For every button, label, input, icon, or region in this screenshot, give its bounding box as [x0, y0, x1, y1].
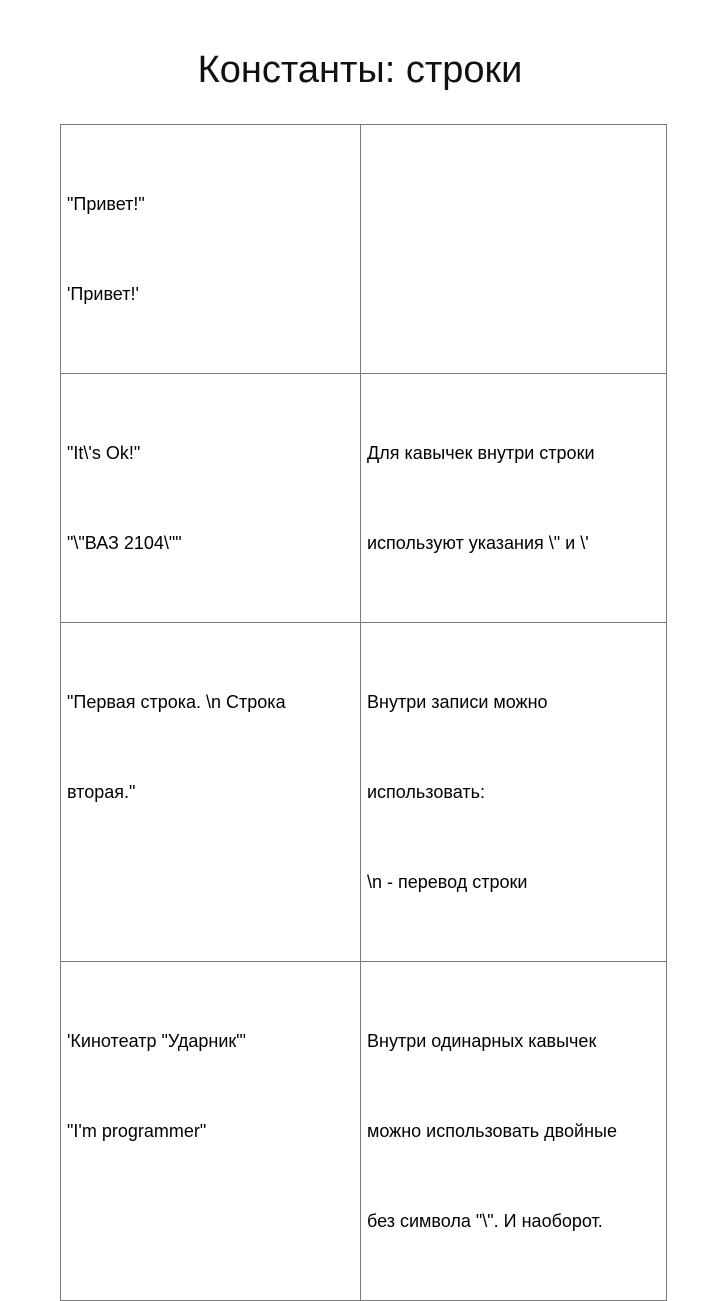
description-line: использовать:: [367, 782, 485, 802]
table-row: [61, 374, 667, 623]
code-line: вторая.": [67, 782, 136, 802]
description-line: \n - перевод строки: [367, 872, 528, 892]
description-line: Внутри записи можно: [367, 692, 548, 712]
table-cell-example: [61, 962, 361, 1301]
description-line: используют указания \" и \': [367, 533, 589, 553]
table-cell-example: [61, 623, 361, 962]
table-cell-description: [361, 962, 667, 1301]
description-line: Для кавычек внутри строки: [367, 443, 595, 463]
slide-title: Константы: строки: [197, 49, 523, 91]
table-row: [61, 962, 667, 1301]
table-row: [61, 623, 667, 962]
code-line: "\"ВАЗ 2104\"": [67, 533, 182, 553]
code-line: "It\'s Ok!": [67, 443, 141, 463]
table-row: [61, 125, 667, 374]
description-line: Внутри одинарных кавычек: [367, 1031, 597, 1051]
table-cell-example: [61, 374, 361, 623]
code-line: 'Кинотеатр "Ударник"': [67, 1031, 247, 1051]
code-line: 'Привет!': [67, 284, 139, 304]
table-cell-description: [361, 623, 667, 962]
table-cell-description: [361, 125, 667, 374]
code-line: "Первая строка. \n Строка: [67, 692, 286, 712]
description-line: можно использовать двойные: [367, 1121, 617, 1141]
table-cell-description: [361, 374, 667, 623]
code-line: "Привет!": [67, 194, 145, 214]
string-constants-table: [60, 124, 667, 1301]
table-cell-example: [61, 125, 361, 374]
code-line: "I'm programmer": [67, 1121, 207, 1141]
description-line: без символа "\". И наоборот.: [367, 1211, 603, 1231]
